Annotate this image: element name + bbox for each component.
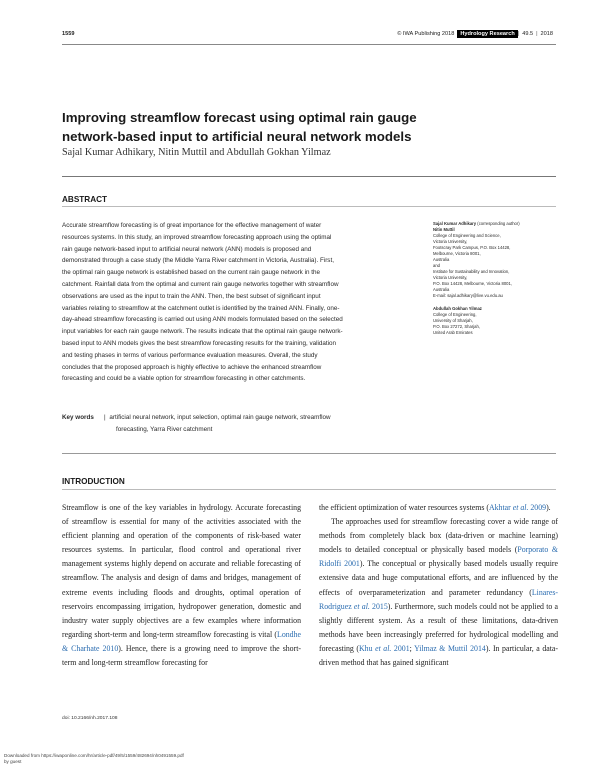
keywords xyxy=(62,412,432,436)
abstract-line: rain gauge network-based input to artificial neural network (ANN) models is proposed and xyxy=(62,245,312,253)
body-paragraph: The approaches used for streamflow forecasting cover a wide range of methods from completely black box (data-driven or machine learning) models to detailed conceptual or physically based models (Porporato & Ridolfi 2001). The conceptual or physically based models usually require extensive data and huge computational efforts, and are influenced by the effects of overparameterization and parameter redundancy (Linares-Rodriguez et al. 2015). Furthermore, such models could not be applied to a slightly different system. As a result of these limitations, data-driven methods have been increasingly preferred for hydrological modelling and forecasting (Khu et al. 2001; Yilmaz & Muttil 2014). In particular, a data-driven method that has gained significant xyxy=(319,517,558,668)
affiliation-line: University of Sharjah, xyxy=(433,318,473,323)
abstract-bottom-rule xyxy=(62,453,556,454)
volume-number: 49.5 xyxy=(522,31,534,37)
keywords-separator: | xyxy=(104,414,106,421)
keywords-label: Key words xyxy=(62,414,94,421)
journal-name: Hydrology Research xyxy=(457,30,517,38)
affiliation-line: P.O. Box 14428, Melbourne, Victoria 8001, xyxy=(433,281,512,286)
introduction-heading: INTRODUCTION xyxy=(62,477,125,486)
publication-year: 2018 xyxy=(540,31,553,37)
author-list: Sajal Kumar Adhikary, Nitin Muttil and Abdullah Gokhan Yilmaz xyxy=(62,147,331,158)
citation-link[interactable]: Porporato & Ridolfi 2001 xyxy=(319,545,558,569)
header-rule xyxy=(62,44,556,45)
affiliation-line: Melbourne, Victoria 8001, xyxy=(433,251,481,256)
running-header xyxy=(62,30,556,41)
doi-line[interactable]: doi: 10.2166/nh.2017.108 xyxy=(62,716,118,721)
citation-link[interactable]: Khu et al. 2001 xyxy=(359,643,410,653)
download-line: by guest xyxy=(4,759,22,764)
affiliation-line: P.O. Box 27272, Sharjah, xyxy=(433,324,480,329)
affiliation-line: College of Engineering and Science, xyxy=(433,233,501,238)
affiliation-line: United Arab Emirates xyxy=(433,330,473,335)
affiliation-line: College of Engineering, xyxy=(433,312,477,317)
citation-link[interactable]: Akhtar et al. 2009 xyxy=(488,503,547,512)
abstract-line: Accurate streamflow forecasting is of great importance for the effective management of water xyxy=(62,222,322,229)
abstract-line: resources systems. In this study, an improved streamflow forecasting approach using the optimal xyxy=(62,233,332,241)
header-separator: | xyxy=(517,31,520,37)
abstract-heading: ABSTRACT xyxy=(62,195,108,204)
abstract-top-rule xyxy=(62,176,556,177)
publisher-line: © IWA Publishing 2018 xyxy=(397,31,455,37)
body-paragraph: the efficient optimization of water resources systems (Akhtar et al. 2009). xyxy=(319,503,551,512)
corresponding-note: (corresponding author) xyxy=(476,221,520,226)
abstract-line: forecasting and could be a viable option for streamflow forecasting in other catchments. xyxy=(62,375,306,383)
citation-link[interactable]: Yilmaz & Muttil 2014 xyxy=(414,643,486,653)
affiliation-line: Australia xyxy=(433,257,450,262)
abstract-line: the optimal rain gauge network is established based on the current rain gauge network in the xyxy=(62,269,320,277)
citation-link[interactable]: Londhe & Charhate 2010 xyxy=(62,629,301,653)
abstract-line: concludes that the proposed approach is highly effective to achieve the enhanced streamflow xyxy=(62,363,322,371)
abstract-line: day-ahead streamflow forecasting is carried out using ANN models formulated based on the selected xyxy=(62,316,343,324)
abstract-line: input variables for each rain gauge network. The results indicate that the optimal rain gauge network- xyxy=(62,328,343,336)
affiliation-author: Abdullah Gokhan Yilmaz xyxy=(433,306,482,311)
affiliation-line: Institute for Sustainability and Innovation, xyxy=(433,269,510,274)
affiliation-email[interactable]: E-mail: sajal.adhikary@live.vu.edu.au xyxy=(433,293,503,298)
affiliation-author: Sajal Kumar Adhikary xyxy=(433,221,477,226)
author-affiliations xyxy=(433,221,558,343)
page-number: 1559 xyxy=(62,31,75,37)
header-right xyxy=(397,30,556,38)
body-paragraph: Streamflow is one of the key variables in hydrology. Accurate forecasting of streamflow is essential for many of the activities associated with the efficient planning and operation of the components of risk-based water resources systems. In particular, flood control and operational river management systems highly depend on accurate and reliable forecasting of streamflow. The analysis and design of dams and bridges, management of extreme events including floods and droughts, optimal operation of reservoirs encompassing irrigation, hydropower generation, domestic and industry water supply objectives are a few examples where information regarding short-term and long-term streamflow forecasting is vital (Londhe & Charhate 2010). Hence, there is a growing need to improve the short-term and long-term streamflow forecasting for xyxy=(62,503,301,668)
affiliation-line: Australia xyxy=(433,287,450,292)
affiliation-line: Victoria University, xyxy=(433,239,468,244)
abstract-body xyxy=(62,220,424,385)
affiliation-block xyxy=(433,306,558,336)
abstract-line: demonstrated through a case study (the Middle Yarra River catchment in Victoria, Australia). First, xyxy=(62,257,334,265)
affiliation-line: Footscray Park Campus, P.O. Box 14428, xyxy=(433,245,511,250)
citation-link[interactable]: Linares-Rodriguez et al. 2015 xyxy=(319,587,558,611)
affiliation-line: Victoria University, xyxy=(433,275,468,280)
article-title xyxy=(62,108,462,146)
abstract-line: observations are used as the input to train the ANN. Then, the best subset of significant input xyxy=(62,292,321,300)
header-separator: | xyxy=(536,31,538,37)
download-line: Downloaded from https://iwaponline.com/hr/article-pdf/49/5/1559/482694/nh0491559.pdf xyxy=(4,753,184,758)
abstract-line: variables relating to streamflow at the catchment outlet is identified by the trained ANN. Finally, one- xyxy=(62,304,340,312)
abstract-heading-rule xyxy=(62,206,556,207)
affiliation-line: and xyxy=(433,263,440,268)
affiliation-author: Nitin Muttil xyxy=(433,227,455,232)
keywords-text: artificial neural network, input selection, optimal rain gauge network, streamflow xyxy=(109,414,331,421)
abstract-line: catchment. Rainfall data from the optimal and current rain gauge networks together with streamflow xyxy=(62,280,339,288)
body-column-left xyxy=(62,501,301,670)
body-column-right xyxy=(319,501,558,670)
keywords-text: forecasting, Yarra River catchment xyxy=(116,425,213,433)
introduction-rule xyxy=(62,489,556,490)
affiliation-block xyxy=(433,221,558,299)
title-line: network-based input to artificial neural network models xyxy=(62,129,412,144)
title-line: Improving streamflow forecast using optimal rain gauge xyxy=(62,110,417,125)
keywords-line xyxy=(62,412,432,424)
abstract-line: and testing phases in terms of various performance evaluation measures. Overall, the study xyxy=(62,351,318,359)
download-notice xyxy=(4,753,184,765)
abstract-line: based input to ANN models gives the best streamflow forecasting results for the training, validation xyxy=(62,339,337,347)
